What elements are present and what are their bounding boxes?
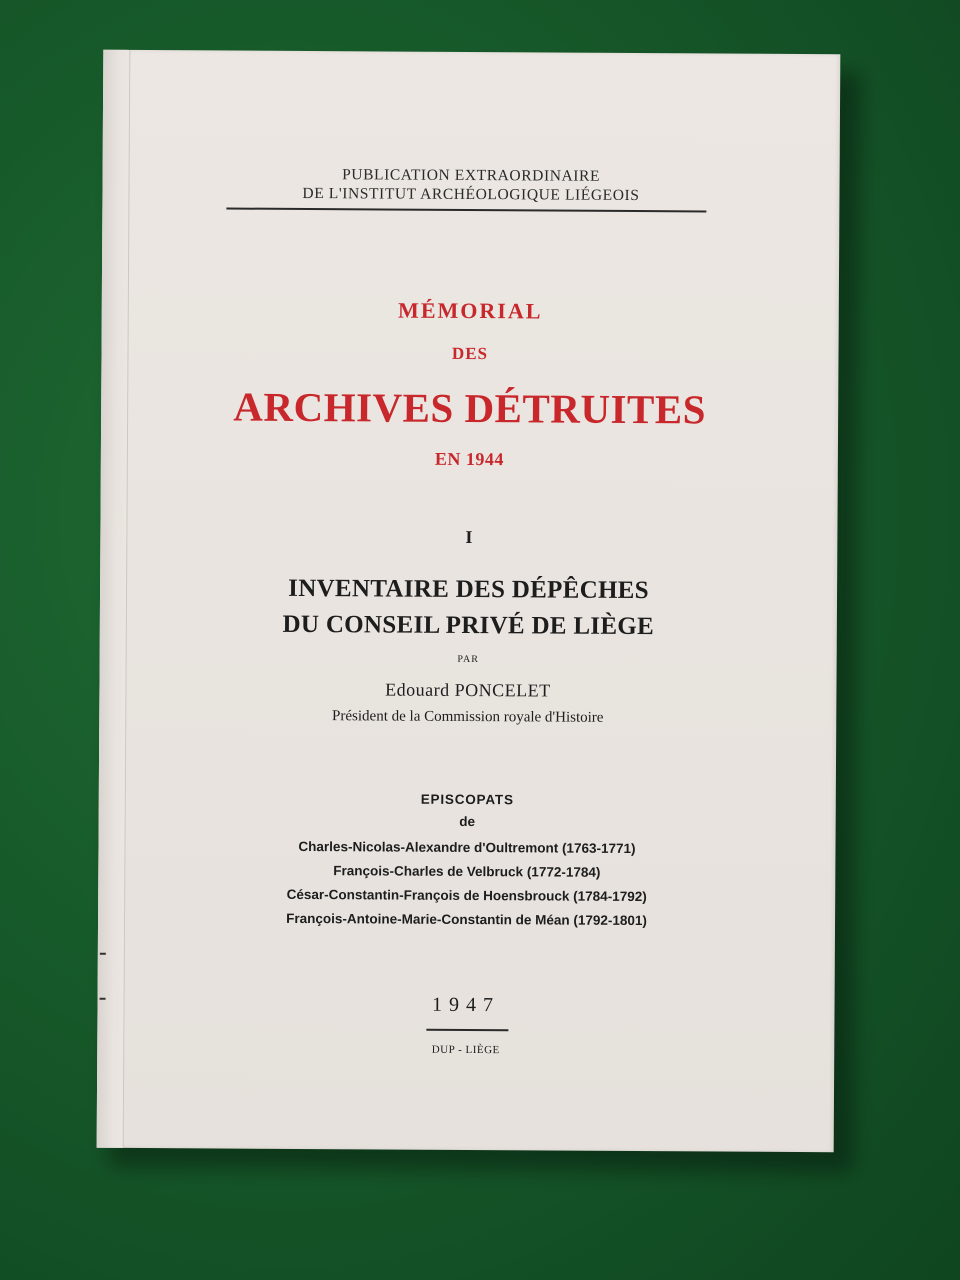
- year-divider: [426, 1029, 508, 1032]
- publisher-line-2: DE L'INSTITUT ARCHÉOLOGIQUE LIÉGEOIS: [302, 184, 640, 205]
- subtitle-line-1: INVENTAIRE DES DÉPÊCHES: [288, 574, 649, 605]
- bishop-item: François-Charles de Velbruck (1772-1784): [333, 863, 601, 880]
- author-title: Président de la Commission royale d'Histoire: [332, 708, 604, 726]
- book-cover: [97, 50, 841, 1152]
- title-archives: ARCHIVES DÉTRUITES: [233, 383, 707, 433]
- bishop-item: César-Constantin-François de Hoensbrouck (1784-1792): [286, 886, 647, 905]
- subtitle-block: [100, 570, 837, 647]
- subtitle-line-2: DU CONSEIL PRIVÉ DE LIÈGE: [282, 610, 655, 641]
- episcopats-de: de: [459, 813, 476, 830]
- cover-content: [97, 50, 841, 1152]
- publication-year: 1947: [431, 993, 501, 1017]
- printer-imprint: DUP - LIÈGE: [431, 1043, 500, 1057]
- title-year: EN 1944: [434, 448, 504, 470]
- episcopats-heading: EPISCOPATS: [420, 791, 514, 808]
- volume-number: I: [465, 526, 473, 548]
- title-des: DES: [451, 343, 489, 364]
- author-name: Edouard PONCELET: [385, 679, 551, 701]
- title-memorial: MÉMORIAL: [398, 297, 543, 324]
- publisher-divider: [226, 208, 706, 213]
- bishop-item: Charles-Nicolas-Alexandre d'Oultremont (1763-1771): [298, 838, 636, 857]
- bishop-item: François-Antoine-Marie-Constantin de Méan (1792-1801): [286, 910, 648, 929]
- publisher-block: [102, 164, 839, 207]
- by-label: PAR: [457, 653, 479, 666]
- publisher-line-1: PUBLICATION EXTRAORDINAIRE: [342, 166, 601, 185]
- bishops-list: [98, 834, 836, 935]
